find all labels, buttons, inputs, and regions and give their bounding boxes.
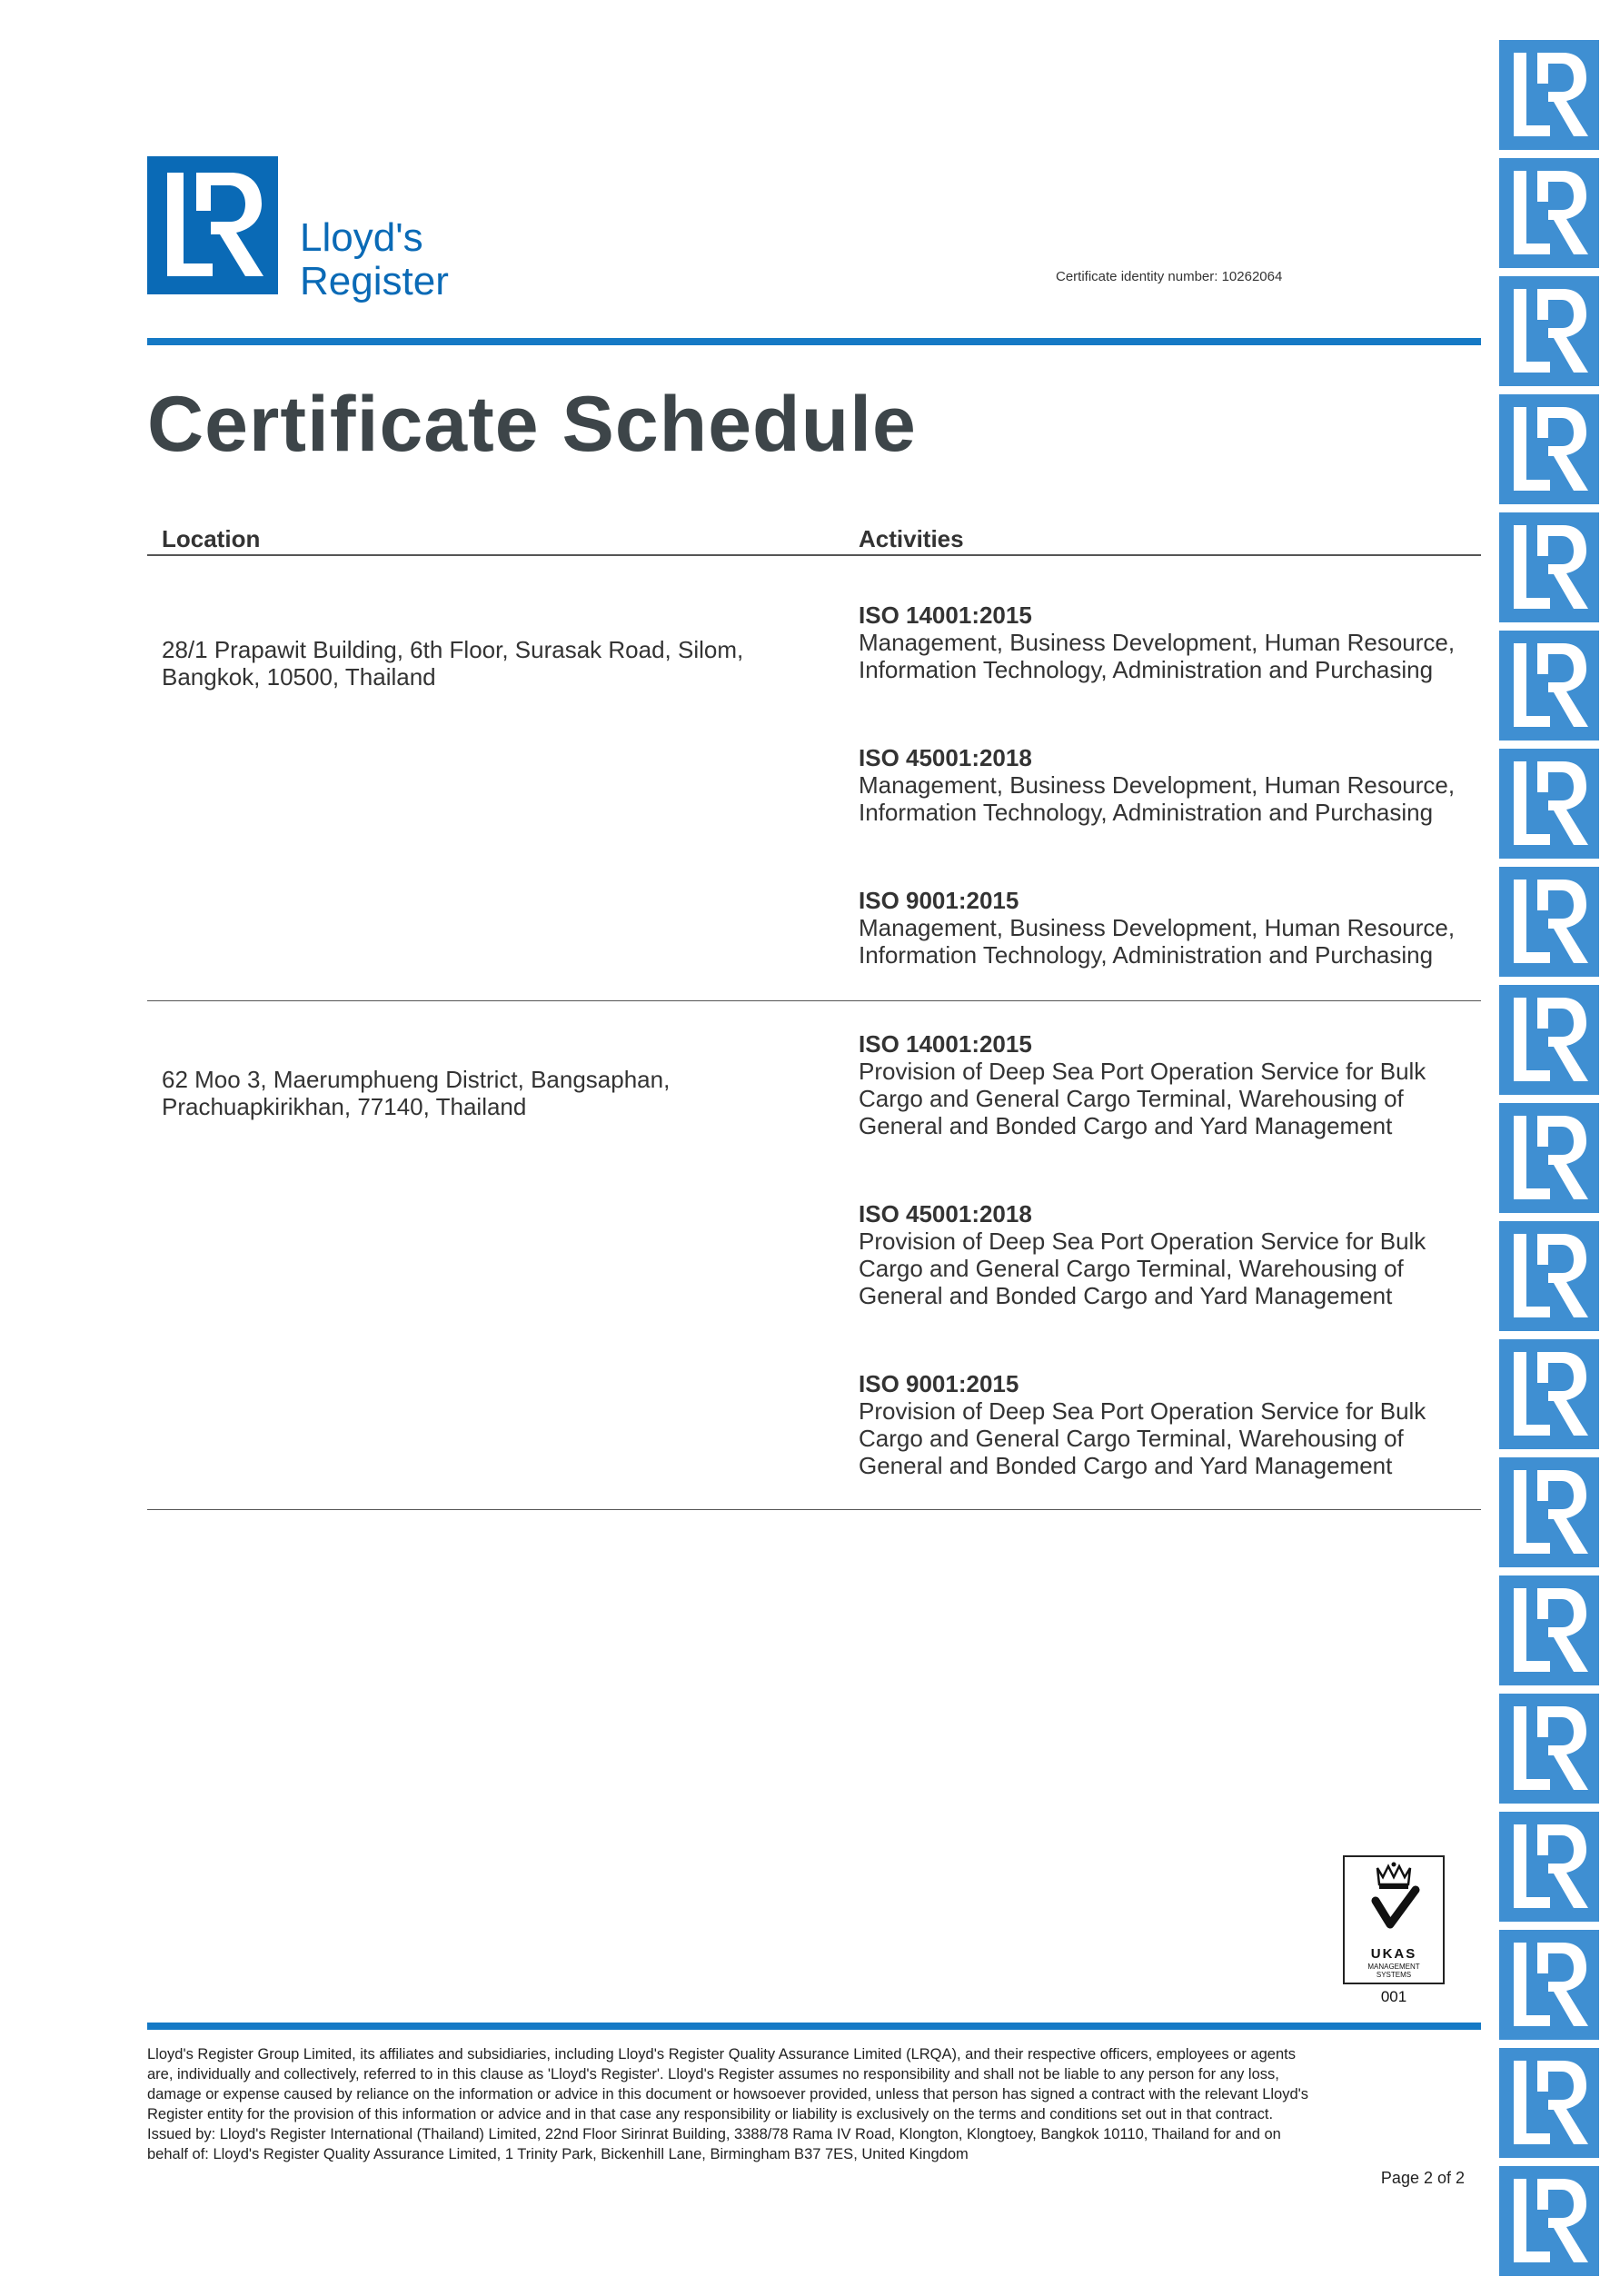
address-line: Prachuapkirikhan, 77140, Thailand xyxy=(162,1093,527,1120)
activity-item xyxy=(859,1200,1476,1309)
lr-tile-icon xyxy=(1499,158,1599,268)
lr-watermark-strip xyxy=(1499,40,1599,2284)
brand-name: Lloyd's xyxy=(300,215,423,260)
lr-tile-icon xyxy=(1499,1575,1599,1685)
disclaimer-line: Issued by: Lloyd's Register International (Thailand) Limited, 22nd Floor Sirinrat Building, 3388/78 Rama IV Road, Klongton, Klongtoey, Bangkok 10110, Thailand for and on xyxy=(147,2126,1281,2142)
lr-tile-icon xyxy=(1499,1457,1599,1567)
column-header-divider xyxy=(147,554,1481,556)
activity-description: Information Technology, Administration and Purchasing xyxy=(859,799,1434,826)
activity-item xyxy=(859,887,1476,969)
lr-tile-icon xyxy=(1499,1930,1599,2040)
ukas-sublabel-line: SYSTEMS xyxy=(1376,1971,1412,1979)
certificate-identity xyxy=(1056,269,1282,284)
ukas-label: UKAS xyxy=(1370,1946,1417,1962)
activity-description: Cargo and General Cargo Terminal, Warehousing of xyxy=(859,1255,1404,1282)
activity-description: Management, Business Development, Human Resource, xyxy=(859,629,1456,656)
brand-name-line2: Register xyxy=(300,259,449,303)
header-divider xyxy=(147,338,1481,345)
disclaimer-line: behalf of: Lloyd's Register Quality Assurance Limited, 1 Trinity Park, Bickenhill Lane, Birmingham B37 7ES, United Kingdom xyxy=(147,2146,969,2162)
ukas-sublabel-line: MANAGEMENT xyxy=(1367,1963,1420,1971)
activity-standard: ISO 14001:2015 xyxy=(859,1030,1032,1058)
activity-standard: ISO 14001:2015 xyxy=(859,601,1032,629)
activity-description: General and Bonded Cargo and Yard Management xyxy=(859,1452,1393,1479)
activity-description: Provision of Deep Sea Port Operation Service for Bulk xyxy=(859,1228,1426,1255)
lr-tile-icon xyxy=(1499,867,1599,977)
activity-description: Provision of Deep Sea Port Operation Service for Bulk xyxy=(859,1058,1426,1085)
column-header-location: Location xyxy=(162,525,261,552)
ukas-number: 001 xyxy=(1380,1988,1407,2005)
certificate-identity-label: Certificate identity number: xyxy=(1056,269,1218,284)
activity-description: Management, Business Development, Human Resource, xyxy=(859,914,1456,941)
address-line: 62 Moo 3, Maerumphueng District, Bangsaphan, xyxy=(162,1066,671,1093)
certificate-identity-number: 10262064 xyxy=(1221,269,1283,284)
disclaimer-line: damage or expense caused by reliance on the information or advice in this document or howsoever provided, unless that person has signed a contract with the relevant Lloyd's xyxy=(147,2086,1309,2102)
activity-item xyxy=(859,601,1476,683)
activity-description: General and Bonded Cargo and Yard Management xyxy=(859,1112,1393,1139)
disclaimer-line: are, individually and collectively, referred to in this clause as 'Lloyd's Register'. Lloyd's Register assumes no responsibility and shall not be liable to any person for any loss, xyxy=(147,2066,1279,2082)
column-header-activities: Activities xyxy=(859,525,964,552)
activity-description: General and Bonded Cargo and Yard Management xyxy=(859,1282,1393,1309)
activity-standard: ISO 9001:2015 xyxy=(859,887,1019,914)
lr-tile-icon xyxy=(1499,40,1599,150)
lr-tile-icon xyxy=(1499,2048,1599,2158)
activity-item xyxy=(859,1030,1476,1139)
crown-tick-icon xyxy=(1345,1857,1443,1948)
lr-tile-icon xyxy=(1499,512,1599,622)
lr-tile-icon xyxy=(1499,1221,1599,1331)
page-number: Page 2 of 2 xyxy=(1380,2169,1465,2187)
location-address xyxy=(162,636,798,691)
lr-tile-icon xyxy=(1499,1103,1599,1213)
location-divider xyxy=(147,1000,1481,1001)
lr-tile-icon xyxy=(1499,749,1599,859)
disclaimer-line: Lloyd's Register Group Limited, its affiliates and subsidiaries, including Lloyd's Register Quality Assurance Limited (LRQA), and their respective officers, employees or agents xyxy=(147,2046,1296,2062)
lr-tile-icon xyxy=(1499,394,1599,504)
activity-description: Cargo and General Cargo Terminal, Warehousing of xyxy=(859,1425,1404,1452)
activity-standard: ISO 9001:2015 xyxy=(859,1370,1019,1397)
address-line: Bangkok, 10500, Thailand xyxy=(162,663,436,691)
location-address xyxy=(162,1066,798,1120)
disclaimer-line: Register entity for the provision of this information or advice and in that case any responsibility or liability is exclusively on the terms and conditions set out in that contract. xyxy=(147,2106,1274,2122)
lr-tile-icon xyxy=(1499,1812,1599,1922)
activity-description: Information Technology, Administration and Purchasing xyxy=(859,941,1434,969)
lr-tile-icon xyxy=(1499,631,1599,740)
disclaimer xyxy=(147,2044,1483,2164)
page-title: Certificate Schedule xyxy=(147,381,917,468)
activity-description: Cargo and General Cargo Terminal, Warehousing of xyxy=(859,1085,1404,1112)
activity-description: Provision of Deep Sea Port Operation Service for Bulk xyxy=(859,1397,1426,1425)
ukas-sublabel xyxy=(1347,1963,1441,1979)
activity-item xyxy=(859,744,1476,826)
location-divider xyxy=(147,1509,1481,1510)
activity-description: Information Technology, Administration and Purchasing xyxy=(859,656,1434,683)
lr-tile-icon xyxy=(1499,1694,1599,1804)
activity-standard: ISO 45001:2018 xyxy=(859,744,1032,771)
activity-description: Management, Business Development, Human Resource, xyxy=(859,771,1456,799)
activity-item xyxy=(859,1370,1476,1479)
lr-tile-icon xyxy=(1499,985,1599,1095)
lr-tile-icon xyxy=(1499,1339,1599,1449)
address-line: 28/1 Prapawit Building, 6th Floor, Surasak Road, Silom, xyxy=(162,636,744,663)
lr-logo-icon xyxy=(147,156,278,294)
activity-standard: ISO 45001:2018 xyxy=(859,1200,1032,1228)
lr-tile-icon xyxy=(1499,276,1599,386)
footer-divider xyxy=(147,2023,1481,2030)
lloyds-register-logo xyxy=(147,156,278,294)
lr-tile-icon xyxy=(1499,2166,1599,2276)
